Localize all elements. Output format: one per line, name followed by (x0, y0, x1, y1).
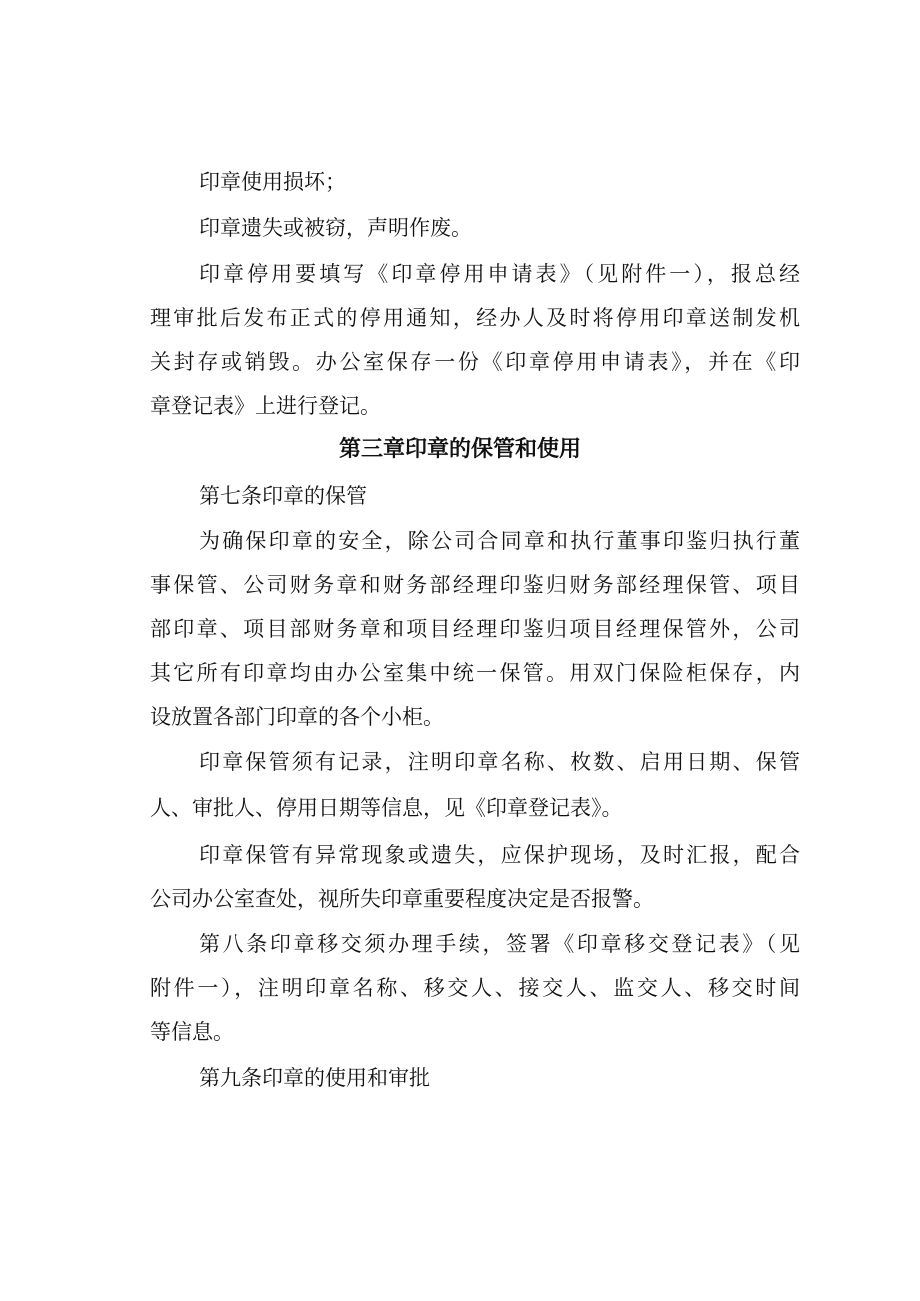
paragraph-line: 附件一），注明印章名称、移交人、接交人、监交人、移交时间 (150, 976, 800, 1000)
paragraph-line: 理审批后发布正式的停用通知，经办人及时将停用印章送制发机 (150, 306, 800, 330)
paragraph-line: 设放置各部门印章的各个小柜。 (150, 705, 444, 729)
paragraph-line: 部印章、项目部财务章和项目经理印鉴归项目经理保管外，公司 (150, 617, 800, 641)
paragraph-line: 印章使用损坏； (199, 170, 346, 194)
paragraph-line: 印章保管须有记录，注明印章名称、枚数、启用日期、保管 (199, 750, 800, 774)
paragraph-line: 等信息。 (150, 1020, 234, 1044)
paragraph-line: 其它所有印章均由办公室集中统一保管。用双门保险柜保存，内 (150, 661, 800, 685)
paragraph-line: 关封存或销毁。办公室保存一份《印章停用申请表》，并在《印 (150, 350, 800, 374)
chapter-heading: 第三章印章的保管和使用 (338, 437, 581, 462)
paragraph-line: 印章保管有异常现象或遗失，应保护现场，及时汇报，配合 (199, 843, 800, 867)
paragraph-line: 公司办公室查处，视所失印章重要程度决定是否报警。 (150, 887, 654, 911)
article-paragraph-line: 第八条印章移交须办理手续，签署《印章移交登记表》（见 (199, 932, 800, 956)
paragraph-line: 印章停用要填写《印章停用申请表》（见附件一），报总经 (199, 262, 800, 286)
paragraph-line: 事保管、公司财务章和财务部经理印鉴归财务部经理保管、项目 (150, 573, 800, 597)
paragraph-line: 印章遗失或被窃，声明作废。 (199, 216, 472, 240)
paragraph-line: 为确保印章的安全，除公司合同章和执行董事印鉴归执行董 (199, 529, 800, 553)
paragraph-line: 人、审批人、停用日期等信息，见《印章登记表》。 (150, 796, 623, 820)
article-title: 第九条印章的使用和审批 (199, 1066, 430, 1090)
paragraph-line: 章登记表》上进行登记。 (150, 394, 381, 418)
article-title: 第七条印章的保管 (199, 484, 367, 508)
